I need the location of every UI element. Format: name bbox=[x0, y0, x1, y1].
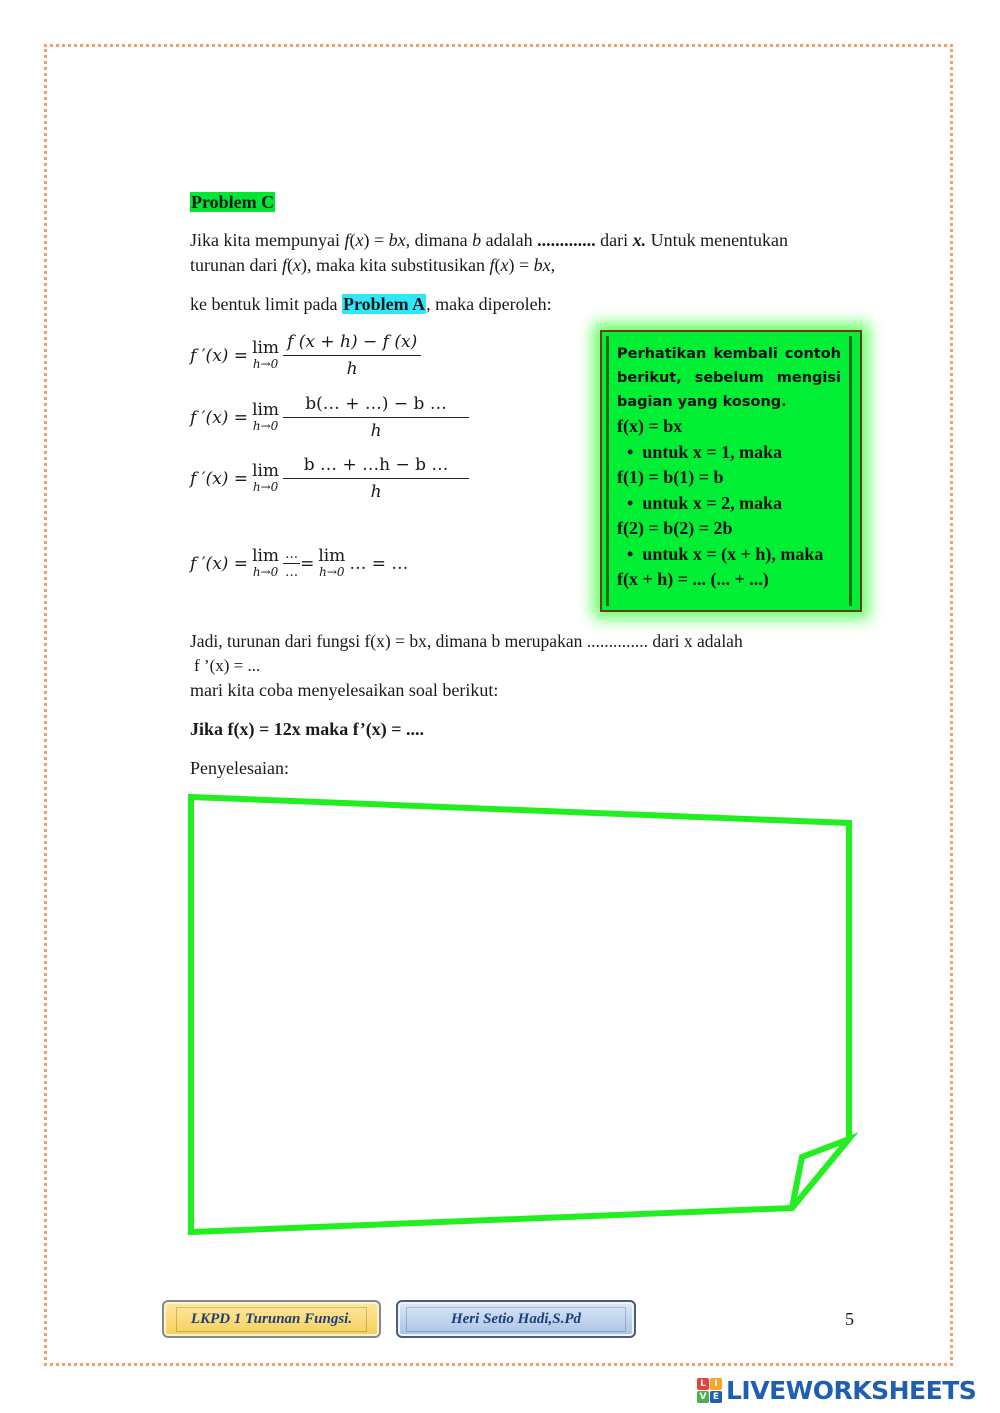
page-number: 5 bbox=[845, 1309, 854, 1329]
note-line: f(x + h) = ... (... + ...) bbox=[617, 569, 769, 589]
problem-a-reference: Problem A bbox=[342, 294, 426, 314]
note-line: f(x) = bx bbox=[617, 416, 683, 436]
note-line: • untuk x = 1, maka bbox=[627, 441, 783, 462]
note-line: f(1) = b(1) = b bbox=[617, 467, 724, 487]
footer-title-button: LKPD 1 Turunan Fungsi. bbox=[162, 1300, 381, 1338]
formula-3: f ′(x) = lim h→0 $\frac{b \dots + \dots h - b \dots}{h}$ bbox=[190, 455, 469, 502]
footer-author-button: Heri Setio Hadi,S.Pd bbox=[396, 1300, 636, 1338]
conclusion-answer-blank[interactable]: f ’(x) = ... bbox=[194, 656, 261, 675]
logo-grid-icon: L I V E bbox=[697, 1378, 722, 1403]
liveworksheets-logo bbox=[697, 1376, 976, 1405]
problem-heading bbox=[190, 190, 275, 214]
intro-line-1: Jika kita mempunyai f(x) = bx, dimana b adalah ............. dari x. Untuk menentukan bbox=[190, 230, 789, 250]
answer-frame[interactable] bbox=[180, 786, 870, 1246]
intro-line-3: ke bentuk limit pada Problem A, maka diperoleh: bbox=[190, 294, 552, 314]
hint-note-header: Perhatikan kembali contoh berikut, sebelum mengisi bagian yang kosong. bbox=[617, 346, 841, 410]
note-line: f(2) = b(2) = 2b bbox=[617, 518, 733, 538]
formula-2: f ′(x) = lim h→0 $\frac{b(\dots + \dots) - b \dots}{h}$ bbox=[190, 394, 469, 441]
conclusion-line-3: mari kita coba menyelesaikan soal berikut: bbox=[190, 680, 499, 700]
hint-note-box bbox=[600, 330, 862, 612]
logo-text: LIVEWORKSHEETS bbox=[726, 1376, 977, 1405]
question: Jika f(x) = 12x maka f’(x) = .... bbox=[190, 719, 424, 739]
formula-4: f ′(x) = lim h→0 $\frac{\dots}{\dots}$ = lim h→0 … = … bbox=[190, 545, 409, 580]
intro-line-2: turunan dari f(x), maka kita substitusikan f(x) = bx, bbox=[190, 255, 556, 275]
conclusion-line-1: Jadi, turunan dari fungsi f(x) = bx, dimana b merupakan .............. dari x adalah bbox=[190, 631, 743, 651]
problem-heading-label: Problem C bbox=[191, 192, 275, 212]
solution-label: Penyelesaian: bbox=[190, 758, 289, 778]
note-line: • untuk x = 2, maka bbox=[627, 492, 783, 513]
note-line: • untuk x = (x + h), maka bbox=[627, 543, 824, 564]
formula-1: f ′(x) = lim h→0 $\frac{f (x + h) - f (x)}{h}$ bbox=[190, 332, 421, 379]
